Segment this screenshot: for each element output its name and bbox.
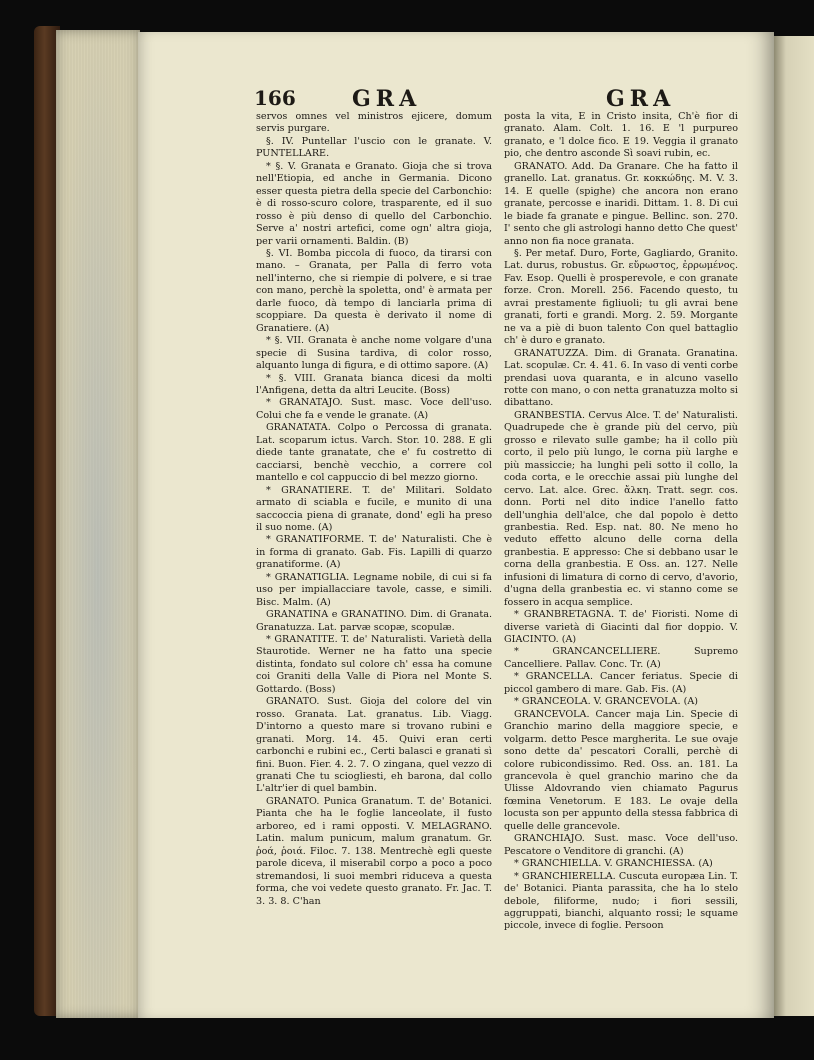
entry-paragraph: GRANATO. Sust. Gioja del colore del vin rosso. Granata. Lat. granatus. Lib. Viagg. D'intorno a questo mare si trovano rubini e granati. Morg. 14. 45. Quivi eran certi carbonchi e rubini ec., Certi balasci e granati sì fini. Buon. Fier. 4. 2. 7. O zingana, quel vezzo di granati Che tu sciogliesti, eh barona, dal collo L'altr'ier di quel bambin.	[256, 696, 492, 795]
entry-paragraph: * GRANCANCELLIERE. Supremo Cancelliere. Pallav. Conc. Tr. (A)	[504, 646, 738, 670]
entry-paragraph: * §. VIII. Granata bianca dicesi da molti l'Anfigena, detta da altri Leucite. (Boss)	[256, 372, 492, 396]
entry-paragraph: GRANBESTIA. Cervus Alce. T. de' Naturalisti. Quadrupede che è grande più del cervo, più grosso e rilevato sulle gambe; ha il collo più corto, il pelo più lungo, le corna più larghe e più massiccie; ha lunghi peli sotto il collo, la coda corta, e le orecchie assai più lunghe del cervo. Lat. alce. Grec. ἄλκη. Tratt. segr. cos. donn. Porti nel dito indice l'anello fatto dell'unghia dell'alce, che dal popolo è detto granbestia. Red. Esp. nat. 80. Ne meno ho veduto effetto alcuno delle corna della granbestia. E appresso: Che si debbano usar le corna della granbestia. E Oss. an. 127. Nelle infusioni di limatura di corno di cervo, d'avorio, d'ugna della granbestia ec. vi stanno come se fossero in acqua semplice.	[504, 409, 738, 608]
entry-paragraph: * GRANBRETAGNA. T. de' Fioristi. Nome di diverse varietà di Giacinti dal fior doppio. V. GIACINTO. (A)	[504, 609, 738, 646]
entry-paragraph: * GRANCHIERELLA. Cuscuta europæa Lin. T. de' Botanici. Pianta parassita, che ha lo stelo debole, filiforme, nudo; i fiori sessili, aggruppati, bianchi, alquanto rossi; le squame piccole, invece di foglie. Persoon	[504, 870, 738, 932]
entry-paragraph: * §. VII. Granata è anche nome volgare d'una specie di Susina tardiva, di color rosso, alquanto lunga di figura, e di ottimo sapore. (A)	[256, 335, 492, 372]
entry-paragraph: GRANCEVOLA. Cancer maja Lin. Specie di Granchio marino della maggiore specie, e volgarm. detto Pesce margherita. Le sue ovaje sono dette da' pescatori Coralli, perchè di colore rubicondissimo. Red. Oss. an. 181. La grancevola è quel granchio marino che da Ulisse Aldovrando vien chiamato Pagurus fœmina Venetorum. E 183. Le ovaje della locusta son per appunto della stessa fabbrica di quelle delle grancevole.	[504, 708, 738, 832]
left-column	[256, 111, 492, 908]
entry-paragraph: * GRANCEOLA. V. GRANCEVOLA. (A)	[514, 696, 699, 708]
page-number: 166	[254, 86, 296, 110]
entry-paragraph: GRANATO. Punica Granatum. T. de' Botanici. Pianta che ha le foglie lanceolate, il fusto arboreo, ed i rami opposti. V. MELAGRANO. Latin. malum punicum, malum granatum. Gr. ῥοά, ῥοιά. Filoc. 7. 138. Mentrechè egli queste parole diceva, il miserabil corpo a poco a poco stremandosi, li suoi membri riduceva a questa forma, che voi vedete questo granato. Fr. Jac. T. 3. 3. 8. C'han	[256, 795, 492, 907]
entry-paragraph: GRANCHIAJO. Sust. masc. Voce dell'uso. Pescatore o Venditore di granchi. (A)	[504, 833, 738, 857]
entry-paragraph: * GRANATIGLIA. Legname nobile, di cui si fa uso per impiallacciare tavole, casse, e simili. Bisc. Malm. (A)	[256, 571, 492, 608]
right-column	[504, 111, 738, 933]
entry-paragraph: §. IV. Puntellar l'uscio con le granate. V. PUNTELLARE.	[256, 135, 492, 160]
entry-paragraph: posta la vita, E in Cristo insita, Ch'è fior di granato. Alam. Colt. 1. 16. E 'l purpureo granato, e 'l dolce fico. E 19. Veggia il granato pio, che dentro asconde Sì soavi rubin, ec.	[504, 111, 738, 160]
entry-paragraph: §. Per metaf. Duro, Forte, Gagliardo, Granito. Lat. durus, robustus. Gr. εὔρωστος, ἐρρωμένος. Fav. Esop. Quelli è prosperevole, e con granate forze. Cron. Morell. 256. Facendo questo, tu avrai prestamente figliuoli; tu gli avrai bene granati, forti e grandi. Morg. 2. 59. Morgante ne va a piè di buon talento Con quel battaglio ch' è duro e granato.	[504, 247, 738, 347]
entry-paragraph: GRANATUZZA. Dim. di Granata. Granatina. Lat. scopulæ. Cr. 4. 41. 6. In vaso di venti corbe prendasi uova quaranta, e in alcuno vasello rotte con mano, o con netta granatuzza molto si dibattano.	[504, 347, 738, 409]
entry-paragraph: §. VI. Bomba piccola di fuoco, da tirarsi con mano. – Granata, per Palla di ferro vota nell'interno, che si riempie di polvere, e si trae con mano, perchè la spoletta, ond' è armata per darle fuoco, dà tempo di lanciarla prima di scoppiare. Da questa è derivato il nome di Granatiere. (A)	[256, 247, 492, 334]
entry-paragraph: GRANATATA. Colpo o Percossa di granata. Lat. scoparum ictus. Varch. Stor. 10. 288. E gli diede tante granatate, che e' fu costretto di cacciarsi, benchè vecchio, a correre col mantello e col cappuccio di bel mezzo giorno.	[256, 422, 492, 484]
page-edges	[56, 30, 140, 1018]
guide-word-left: GRA	[352, 86, 422, 112]
entry-paragraph: * GRANATIERE. T. de' Militari. Soldato armato di sciabla e fucile, e munito di una saccoccia piena di granate, dond' egli ha preso il suo nome. (A)	[256, 484, 492, 533]
guide-word-right: GRA	[606, 86, 676, 112]
entry-paragraph: * GRANCHIELLA. V. GRANCHIESSA. (A)	[514, 858, 713, 870]
entry-paragraph: * GRANATAJO. Sust. masc. Voce dell'uso. Colui che fa e vende le granate. (A)	[256, 397, 492, 421]
entry-paragraph: servos omnes vel ministros ejicere, domum servis purgare.	[256, 111, 492, 135]
facing-page-edge	[774, 36, 814, 1016]
entry-paragraph: * GRANCELLA. Cancer feriatus. Specie di piccol gambero di mare. Gab. Fis. (A)	[504, 671, 738, 695]
entry-paragraph: GRANATO. Add. Da Granare. Che ha fatto il granello. Lat. granatus. Gr. κοκκώδης. M. V. 3. 14. E quelle (spighe) che ancora non erano granate, percosse e inaridi. Dittam. 1. 8. Di cui le biade fa granate e pingue. Bellinc. son. 270. I' sento che gli astrologi hanno detto Che quest' anno non fia noce granata.	[504, 160, 738, 247]
entry-paragraph: * §. V. Granata e Granato. Gioja che si trova nell'Etiopia, ed anche in Germania. Dicono esser questa pietra della specie del Carbonchio: è di rosso-scuro colore, trasparente, ed il suo rosso è più denso di quello del Carbonchio. Serve a' nostri artefici, come ogn' altra gioja, per varii ornamenti. Baldin. (B)	[256, 160, 492, 247]
entry-paragraph: * GRANATITE. T. de' Naturalisti. Varietà della Staurotide. Werner ne ha fatto una specie distinta, fondato sul colore ch' essa ha comune coi Graniti della Valle di Piora nel Monte S. Gottardo. (Boss)	[256, 634, 492, 695]
entry-paragraph: * GRANATIFORME. T. de' Naturalisti. Che è in forma di granato. Gab. Fis. Lapilli di quarzo granatiforme. (A)	[256, 534, 492, 571]
entry-paragraph: GRANATINA e GRANATINO. Dim. di Granata. Granatuzza. Lat. parvæ scopæ, scopulæ.	[256, 609, 492, 633]
